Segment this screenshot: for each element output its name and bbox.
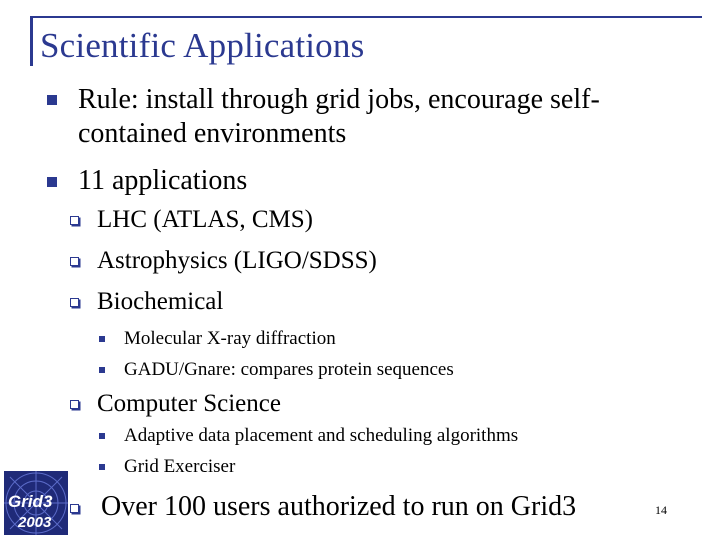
checkbox-bullet-icon	[70, 216, 79, 225]
logo-year: 2003	[18, 514, 52, 531]
cs-item-adaptive: Adaptive data placement and scheduling algorithms	[124, 425, 519, 446]
page-number: 14	[655, 503, 667, 517]
checkbox-bullet-icon	[70, 298, 79, 307]
square-bullet-icon	[47, 177, 57, 187]
biochem-item-gadu: GADU/Gnare: compares protein sequences	[124, 359, 454, 380]
sub-bullet-biochemical: Biochemical	[97, 288, 224, 315]
biochem-item-xray: Molecular X-ray diffraction	[124, 328, 336, 349]
checkbox-bullet-icon	[70, 504, 79, 513]
square-bullet-icon	[99, 464, 105, 470]
sub-bullet-computer-science: Computer Science	[97, 390, 281, 417]
checkbox-bullet-icon	[70, 400, 79, 409]
sub-bullet-astrophysics: Astrophysics (LIGO/SDSS)	[97, 247, 377, 274]
grid3-logo	[4, 471, 68, 535]
slide-title: Scientific Applications	[40, 26, 365, 65]
square-bullet-icon	[99, 433, 105, 439]
bullet-rule-line2: contained environments	[78, 118, 347, 149]
bullet-11-applications: 11 applications	[78, 165, 248, 196]
checkbox-bullet-icon	[70, 257, 79, 266]
square-bullet-icon	[99, 367, 105, 373]
sub-bullet-users: Over 100 users authorized to run on Grid3	[101, 491, 577, 522]
logo-text: Grid3	[8, 492, 53, 511]
cs-item-grid-exerciser: Grid Exerciser	[124, 456, 236, 477]
sub-bullet-lhc: LHC (ATLAS, CMS)	[97, 206, 313, 233]
square-bullet-icon	[99, 336, 105, 342]
bullet-rule-line1: Rule: install through grid jobs, encourage self-	[78, 84, 600, 115]
square-bullet-icon	[47, 95, 57, 105]
